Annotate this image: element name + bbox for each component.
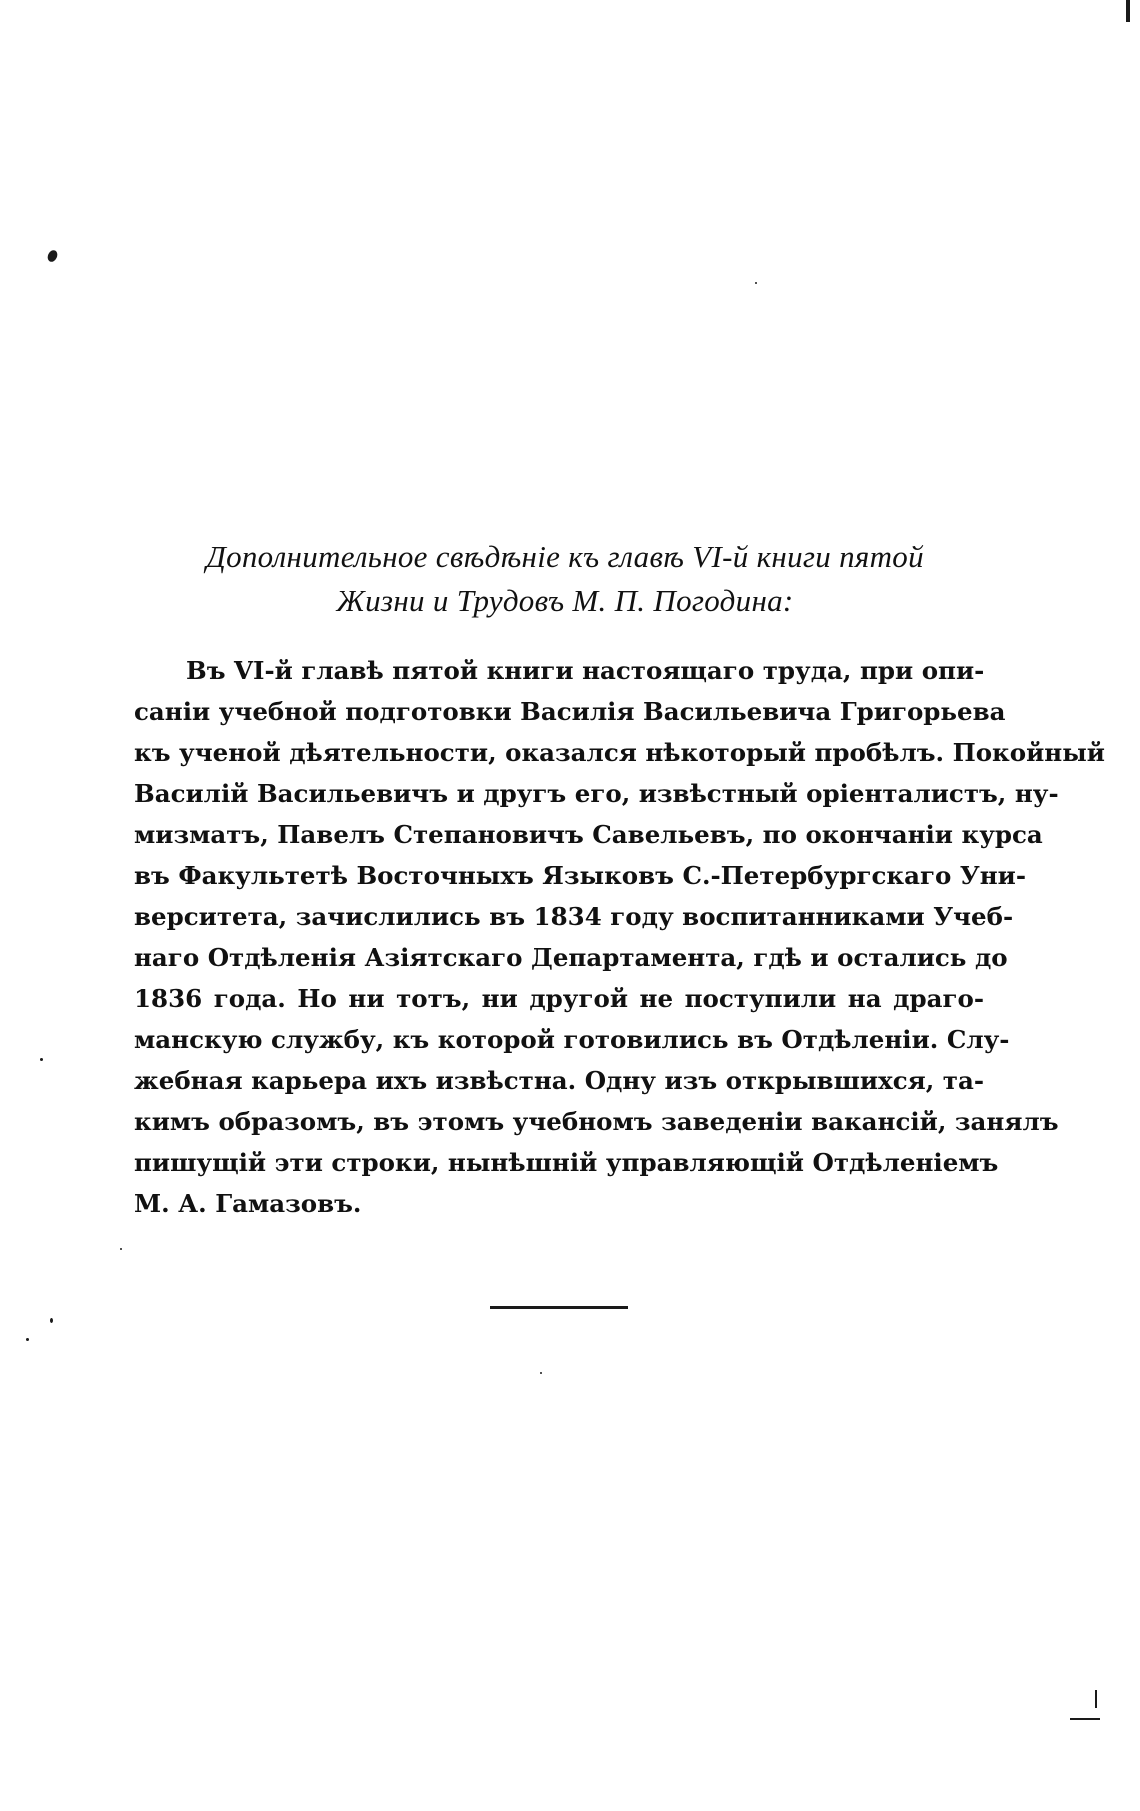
heading-line: Жизни и Трудовъ М. П. Погодина: bbox=[336, 583, 794, 618]
text-line: къ ученой дѣятельности, оказался нѣкоторый пробѣлъ. Покойный bbox=[134, 738, 1105, 767]
ink-speck bbox=[755, 282, 757, 284]
body-paragraph bbox=[134, 650, 1105, 1224]
text-line: Василій Васильевичъ и другъ его, извѣстный оріенталистъ, ну- bbox=[134, 779, 1059, 808]
scan-mark-top-right bbox=[1126, 0, 1130, 22]
ink-speck bbox=[40, 1058, 43, 1061]
section-end-rule bbox=[490, 1306, 628, 1309]
text-line: пишущій эти строки, нынѣшній управляющій Отдѣленіемъ bbox=[134, 1148, 999, 1177]
text-line: въ Факультетѣ Восточныхъ Языковъ С.-Петербургскаго Уни- bbox=[134, 861, 1026, 890]
section-heading bbox=[140, 535, 990, 623]
ink-speck bbox=[120, 1248, 122, 1250]
text-line: М. А. Гамазовъ. bbox=[134, 1189, 362, 1218]
ink-speck bbox=[46, 249, 59, 264]
text-line: верситета, зачислились въ 1834 году воспитанниками Учеб- bbox=[134, 902, 1014, 931]
text-line: Въ VI-й главѣ пятой книги настоящаго труда, при опи- bbox=[186, 656, 985, 685]
ink-speck bbox=[50, 1318, 53, 1323]
text-line: кимъ образомъ, въ этомъ учебномъ заведеніи вакансій, занялъ bbox=[134, 1107, 1059, 1136]
ink-speck bbox=[540, 1372, 542, 1374]
text-line: наго Отдѣленія Азіятскаго Департамента, гдѣ и остались до bbox=[134, 943, 1008, 972]
scan-mark-bottom-right bbox=[1095, 1690, 1097, 1708]
ink-speck bbox=[26, 1338, 29, 1341]
text-line: манскую службу, къ которой готовились въ Отдѣленіи. Слу- bbox=[134, 1025, 1010, 1054]
text-line: саніи учебной подготовки Василія Васильевича Григорьева bbox=[134, 697, 1006, 726]
scan-mark-bottom-right-dash bbox=[1070, 1718, 1100, 1720]
text-line: мизматъ, Павелъ Степановичъ Савельевъ, по окончаніи курса bbox=[134, 820, 1043, 849]
heading-line: Дополнительное свѣдѣніе къ главѣ VI-й книги пятой bbox=[206, 539, 924, 574]
text-line: 1836 года. Но ни тотъ, ни другой не поступили на драго- bbox=[134, 984, 984, 1013]
text-line: жебная карьера ихъ извѣстна. Одну изъ открывшихся, та- bbox=[134, 1066, 984, 1095]
